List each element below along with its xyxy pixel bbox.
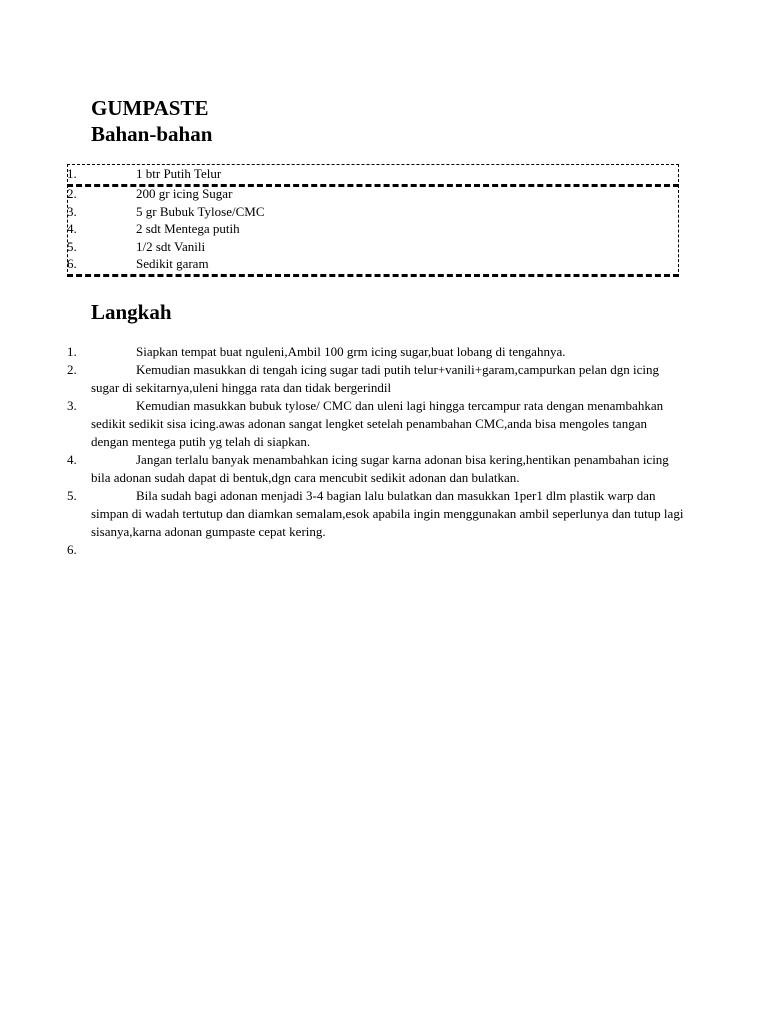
- step-number: 4.: [67, 452, 77, 467]
- step-item: [67, 541, 687, 559]
- ingredient-text: 2 sdt Mentega putih: [136, 221, 240, 237]
- ingredient-number: 5.: [67, 238, 77, 254]
- step-item: [67, 487, 687, 541]
- step-number: 1.: [67, 344, 77, 359]
- ingredient-item: [67, 185, 679, 203]
- ingredient-text: 200 gr icing Sugar: [136, 186, 233, 201]
- step-number: 5.: [67, 488, 77, 503]
- ingredients-table: [67, 164, 679, 277]
- ingredient-number: 3.: [67, 203, 77, 219]
- ingredient-item: [67, 203, 679, 221]
- step-text: Jangan terlalu banyak menambahkan icing sugar karna adonan bisa kering,hentikan penambahan icing bila adonan sudah dapat di bentuk,dgn cara mencubit sedikit adonan dan bulatkan.: [91, 452, 669, 485]
- ingredients-heading: Bahan-bahan: [91, 122, 213, 146]
- step-item: [67, 397, 687, 451]
- ingredient-number: 6.: [67, 256, 77, 272]
- step-text: Kemudian masukkan bubuk tylose/ CMC dan uleni lagi hingga tercampur rata dengan menambahkan sedikit sedikit sisa icing.awas adonan sangat lengket setelah penambahan CMC,anda bisa mengoles tangan dengan mentega putih yg telah di siapkan.: [91, 398, 664, 449]
- step-text: Kemudian masukkan di tengah icing sugar tadi putih telur+vanili+garam,campurkan pelan dgn icing sugar di sekitarnya,uleni hingga rata dan tidak bergerindil: [91, 362, 659, 395]
- steps-list: [67, 343, 687, 559]
- step-item: [67, 451, 687, 487]
- ingredients-list: [67, 165, 679, 273]
- ingredient-text: 5 gr Bubuk Tylose/CMC: [136, 203, 265, 219]
- ingredient-text: Sedikit garam: [136, 256, 209, 272]
- document-title: GUMPASTE: [91, 96, 209, 120]
- step-text: Bila sudah bagi adonan menjadi 3-4 bagian lalu bulatkan dan masukkan 1per1 dlm plastik warp dan simpan di wadah tertutup dan diamkan semalam,esok apabila ingin menggunakan ambil seperlunya dan tutup lagi sisanya,karna adonan gumpaste cepat kering.: [91, 488, 684, 539]
- ingredient-number: 1.: [67, 166, 77, 181]
- ingredient-number: 4.: [67, 221, 77, 237]
- step-number: 3.: [67, 398, 77, 413]
- ingredient-text: 1 btr Putih Telur: [136, 166, 222, 181]
- ingredient-number: 2.: [67, 186, 77, 201]
- steps-heading: Langkah: [91, 300, 172, 324]
- ingredient-item: [67, 255, 679, 273]
- ingredient-item: [67, 238, 679, 256]
- step-item: [67, 343, 687, 361]
- step-number: 6.: [67, 542, 77, 557]
- ingredient-item: [67, 165, 679, 185]
- step-item: [67, 361, 687, 397]
- ingredient-item: [67, 220, 679, 238]
- step-number: 2.: [67, 362, 77, 377]
- step-text: Siapkan tempat buat nguleni,Ambil 100 grm icing sugar,buat lobang di tengahnya.: [136, 344, 566, 359]
- ingredient-text: 1/2 sdt Vanili: [136, 238, 206, 254]
